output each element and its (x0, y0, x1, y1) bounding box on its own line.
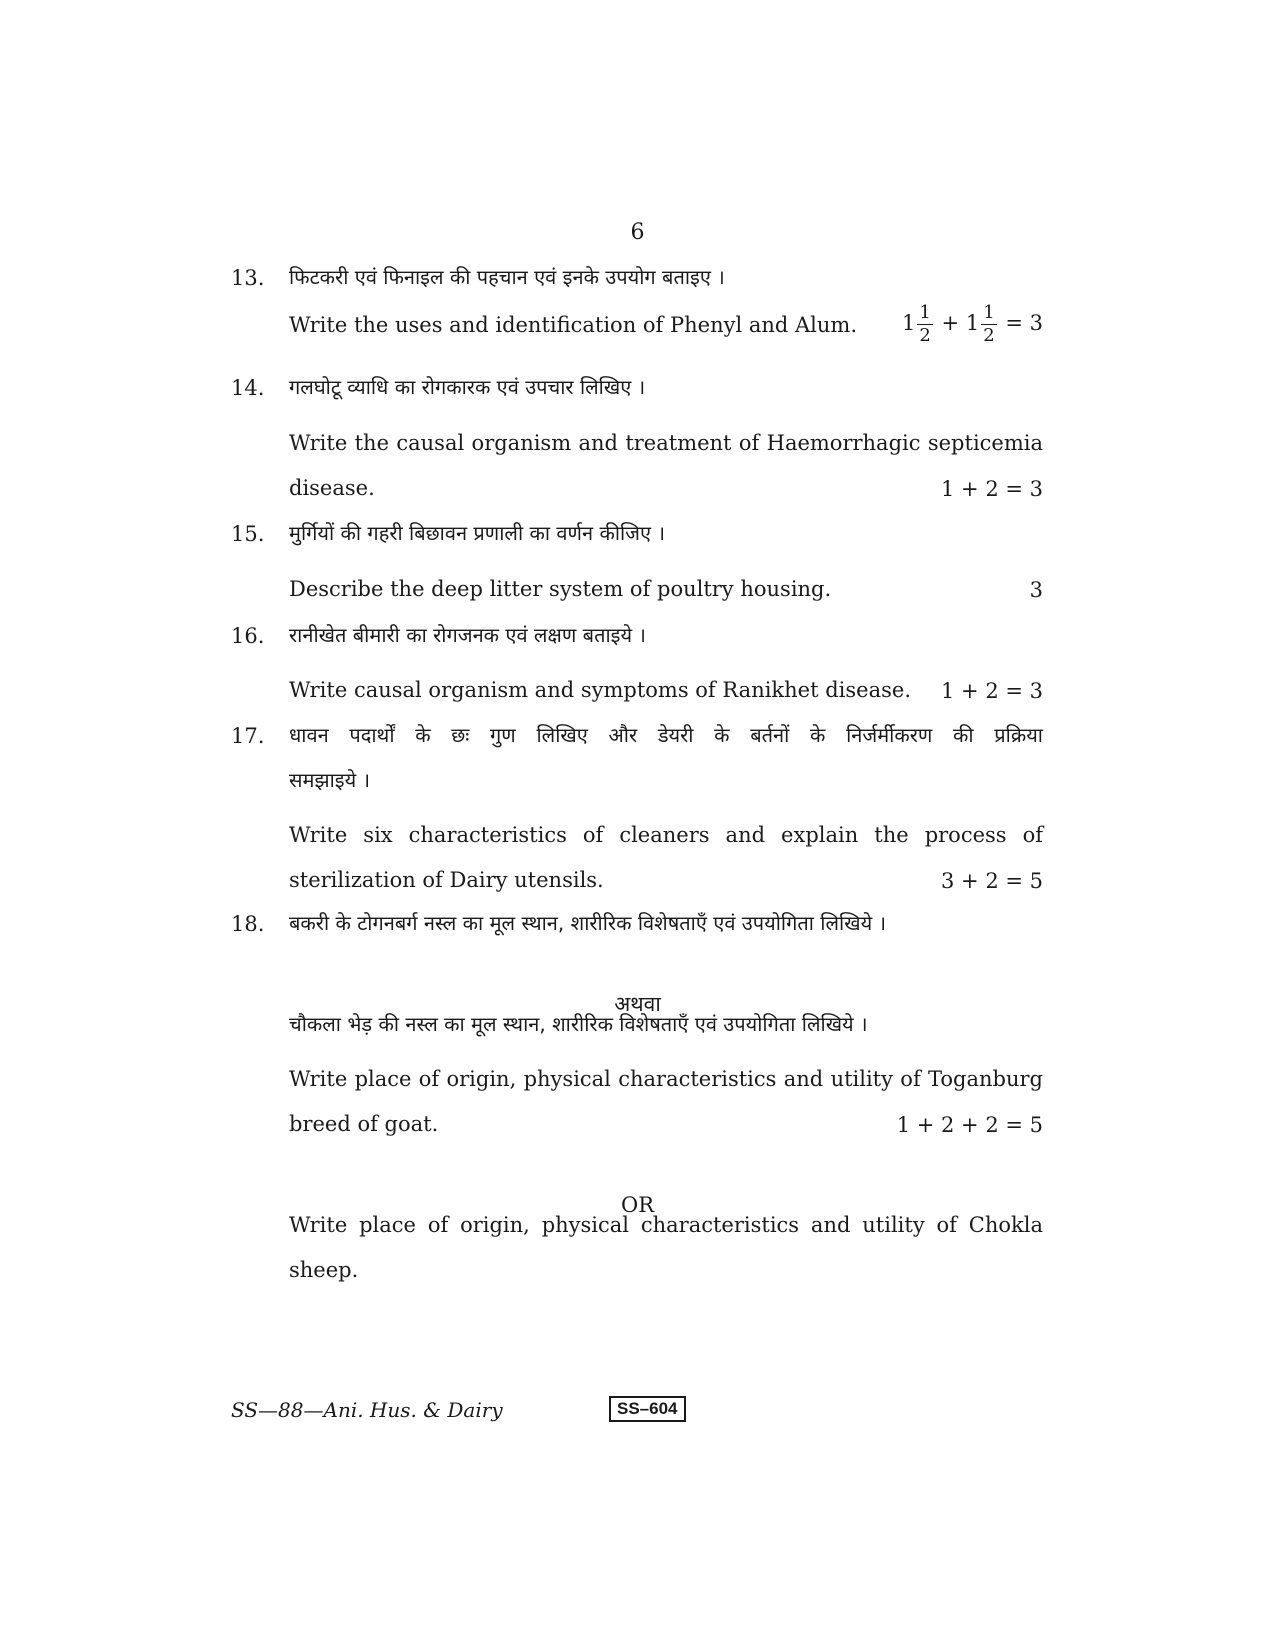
question-hindi-text-line-2: समझाइये । (289, 768, 371, 792)
question-hindi-text: बकरी के टोगनबर्ग नस्ल का मूल स्थान, शारीरिक विशेषताएँ एवं उपयोगिता लिखिये । (289, 911, 887, 935)
question-hindi-text-line-1: धावन पदार्थों के छः गुण लिखिए और डेयरी के बर्तनों के निर्जर्मीकरण की प्रक्रिया (289, 723, 1043, 747)
english-or-separator: OR (620, 1193, 655, 1217)
question-english-text: Write the uses and identification of Phenyl and Alum. (289, 313, 858, 337)
marks-plus: + (941, 311, 960, 335)
question-marks: 3 + 2 = 5 (941, 869, 1043, 893)
marks-total: = 3 (1005, 311, 1043, 335)
question-number: 13. (231, 266, 265, 290)
fraction-1 (917, 302, 932, 347)
question-number: 17. (231, 724, 265, 748)
fraction-numerator: 1 (919, 302, 931, 323)
question-marks: 3 (1029, 578, 1043, 602)
question-english-text: Write causal organism and symptoms of Ranikhet disease. (289, 678, 911, 702)
question-english-text-line-2: breed of goat. (289, 1112, 439, 1136)
question-hindi-text: मुर्गियों की गहरी बिछावन प्रणाली का वर्णन कीजिए । (289, 521, 666, 545)
fraction-denominator: 2 (919, 325, 931, 346)
question-number: 15. (231, 522, 265, 546)
question-marks: 1 + 2 = 3 (941, 477, 1043, 501)
question-english-text-line-1: Write place of origin, physical characteristics and utility of Toganburg (289, 1067, 1043, 1091)
hindi-or-separator: अथवा (614, 992, 661, 1016)
question-marks: 1 + 2 + 2 = 5 (896, 1113, 1043, 1137)
footer-paper-code-badge: SS–604 (609, 1396, 686, 1422)
footer-subject-code: SS—88—Ani. Hus. & Dairy (231, 1398, 503, 1422)
question-hindi-text: फिटकरी एवं फिनाइल की पहचान एवं इनके उपयोग बताइए । (289, 265, 725, 289)
question-hindi-text: रानीखेत बीमारी का रोगजनक एवं लक्षण बताइये । (289, 623, 647, 647)
question-marks (902, 302, 1043, 347)
marks-whole-2: 1 (965, 311, 980, 335)
marks-whole-1: 1 (902, 311, 916, 335)
question-number: 18. (231, 912, 265, 936)
question-english-text-line-1: Write the causal organism and treatment of Haemorrhagic septicemia (289, 431, 1043, 455)
question-number: 16. (231, 624, 265, 648)
fraction-numerator: 1 (983, 302, 995, 323)
question-english-alternative-text-line-1: Write place of origin, physical characteristics and utility of Chokla (289, 1213, 1043, 1237)
fraction-denominator: 2 (983, 325, 995, 346)
page-number: 6 (630, 220, 645, 245)
question-english-text-line-1: Write six characteristics of cleaners and explain the process of (289, 823, 1043, 847)
question-english-text-line-2: disease. (289, 476, 375, 500)
question-hindi-alternative-text: चौकला भेड़ की नस्ल का मूल स्थान, शारीरिक विशेषताएँ एवं उपयोगिता लिखिये । (289, 1012, 868, 1036)
question-marks: 1 + 2 = 3 (941, 679, 1043, 703)
question-english-alternative-text-line-2: sheep. (289, 1258, 359, 1282)
fraction-2 (981, 302, 996, 347)
question-english-text: Describe the deep litter system of poultry housing. (289, 577, 832, 601)
question-number: 14. (231, 376, 265, 400)
question-hindi-text: गलघोटू व्याधि का रोगकारक एवं उपचार लिखिए । (289, 375, 646, 399)
question-english-text-line-2: sterilization of Dairy utensils. (289, 868, 604, 892)
